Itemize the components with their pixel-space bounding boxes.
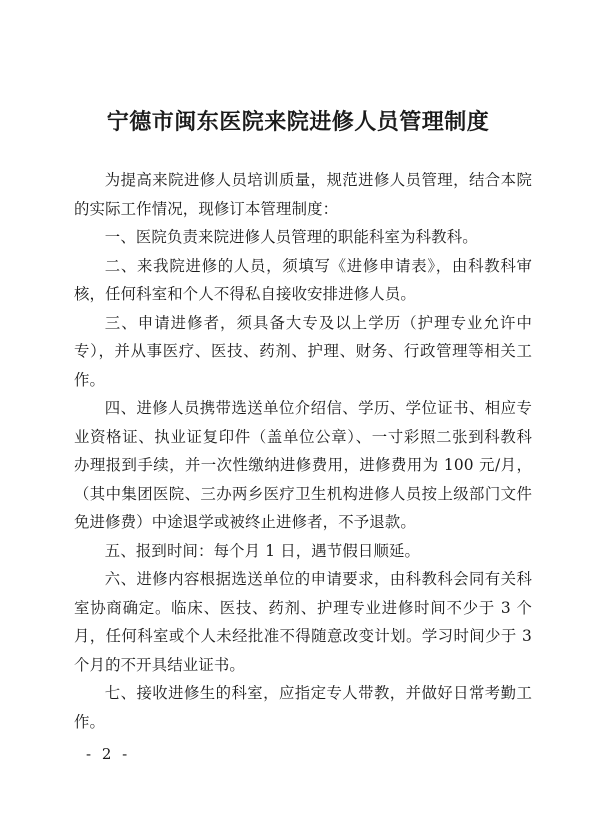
- paragraph-article-4: 四、进修人员携带选送单位介绍信、学历、学位证书、相应专业资格证、执业证复印件（盖单位公章）、一寸彩照二张到科教科办理报到手续，并一次性缴纳进修费用，进修费用为 100 元/月，（其中集团医院、三办两乡医疗卫生机构进修人员按上级部门文件免进修费）中途退学或被终止进修者，不予退款。: [74, 399, 532, 531]
- paragraph-article-5: 五、报到时间：每个月 1 日，遇节假日顺延。: [104, 541, 421, 560]
- paragraph-article-3: 三、申请进修者，须具备大专及以上学历（护理专业允许中专），并从事医疗、医技、药剂、护理、财务、行政管理等相关工作。: [74, 313, 532, 389]
- paragraph-intro: 为提高来院进修人员培训质量，规范进修人员管理，结合本院的实际工作情况，现修订本管理制度：: [74, 171, 532, 218]
- paragraph-article-1: 一、医院负责来院进修人员管理的职能科室为科教科。: [104, 228, 478, 246]
- document-body: [74, 166, 532, 736]
- document-title: 宁德市闽东医院来院进修人员管理制度: [106, 109, 490, 135]
- paragraph-article-7: 七、接收进修生的科室，应指定专人带教，并做好日常考勤工作。: [74, 684, 532, 731]
- paragraph-article-2: 二、来我院进修的人员，须填写《进修申请表》，由科教科审核，任何科室和个人不得私自接收安排进修人员。: [74, 256, 532, 303]
- paragraph-article-6: 六、进修内容根据选送单位的申请要求，由科教科会同有关科室协商确定。临床、医技、药剂、护理专业进修时间不少于 3 个月，任何科室或个人未经批准不得随意改变计划。学习时间少于 3 个月的不开具结业证书。: [74, 570, 532, 674]
- page-number: - 2 -: [86, 745, 131, 763]
